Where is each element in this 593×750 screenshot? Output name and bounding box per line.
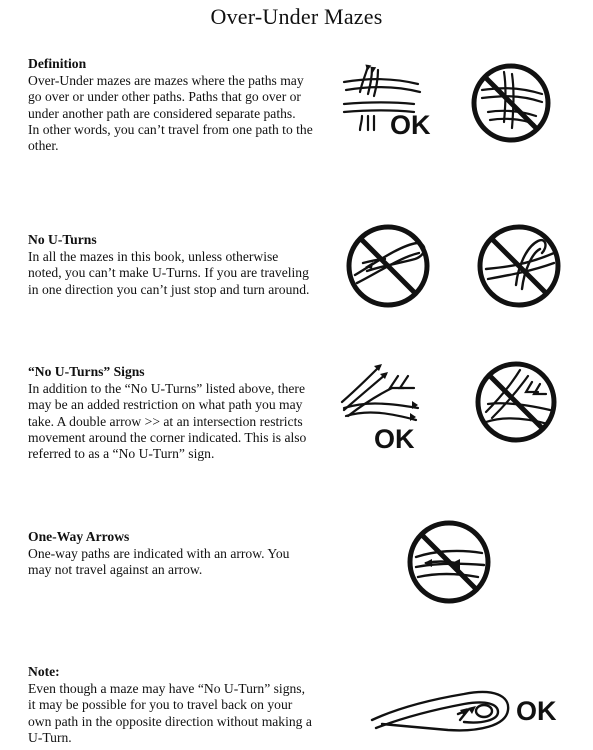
definition-line-4: In other words, you can’t travel from one path to the — [28, 121, 313, 137]
page-title: Over-Under Mazes — [210, 4, 383, 29]
loop-path-ok-figure — [368, 680, 558, 742]
no-u-turn-signs-line-1: In addition to the “No U-Turns” listed above, there — [28, 381, 305, 397]
definition-line-1: Over-Under mazes are mazes where the paths may — [28, 73, 304, 89]
prohibited-over-under-figure — [470, 62, 552, 144]
u-turn-icon — [345, 223, 431, 309]
ok-label: OK — [390, 110, 431, 140]
note-line-2: it may be possible for you to travel back on your — [28, 697, 293, 713]
no-u-turn-signs-heading: “No U-Turns” Signs — [28, 364, 145, 379]
no-u-turn-signs-line-5: referred to as a “No U-Turn” sign. — [28, 446, 215, 462]
one-way-arrows-line-2: may not travel against an arrow. — [28, 562, 203, 578]
note-line-4: U-Turn. — [28, 729, 72, 745]
no-u-turns-section — [28, 232, 328, 298]
no-u-turn-signs-section — [28, 364, 328, 462]
ok-label: OK — [374, 424, 415, 454]
no-u-turns-line-2: noted, you can’t make U-Turns. If you are traveling — [28, 265, 309, 281]
one-way-arrows-line-1: One-way paths are indicated with an arrow. You — [28, 546, 290, 562]
prohibited-icon — [476, 223, 562, 309]
prohibited-double-arrow-figure — [474, 360, 558, 444]
definition-line-5: other. — [28, 138, 59, 154]
prohibited-one-way-figure — [406, 519, 492, 605]
no-u-turns-line-1: In all the mazes in this book, unless otherwise — [28, 249, 279, 265]
one-way-arrow-icon — [406, 519, 492, 605]
definition-line-2: go over or under other paths. Paths that go over or — [28, 89, 301, 105]
prohibited-icon — [474, 360, 558, 444]
over-under-ok-icon — [338, 64, 438, 140]
definition-heading: Definition — [28, 56, 87, 71]
no-u-turn-signs-line-4: movement around the corner indicated. This is also — [28, 429, 307, 445]
no-u-turns-heading: No U-Turns — [28, 232, 97, 247]
prohibited-icon — [470, 62, 552, 144]
note-section — [28, 664, 333, 746]
definition-section — [28, 56, 328, 154]
one-way-arrows-section — [28, 529, 328, 579]
one-way-arrows-heading: One-Way Arrows — [28, 529, 130, 544]
note-heading: Note: — [28, 664, 60, 679]
prohibited-u-turn-figure — [345, 223, 431, 309]
note-line-3: own path in the opposite direction without making a — [28, 713, 312, 729]
double-arrow-ok-figure — [338, 362, 438, 452]
double-arrow-icon — [338, 362, 438, 452]
no-u-turns-line-3: in one direction you can’t just stop and turn around. — [28, 281, 310, 297]
no-u-turn-signs-line-2: may be an added restriction on what path you may — [28, 397, 303, 413]
ok-label: OK — [516, 696, 557, 726]
no-u-turn-signs-line-3: take. A double arrow >> at an intersection restricts — [28, 413, 303, 429]
over-under-ok-figure — [338, 64, 438, 140]
loop-path-icon — [368, 680, 558, 742]
note-line-1: Even though a maze may have “No U-Turn” signs, — [28, 681, 305, 697]
definition-line-3: under another path are considered separate paths. — [28, 105, 296, 121]
prohibited-u-turn-variant-figure — [476, 223, 562, 309]
